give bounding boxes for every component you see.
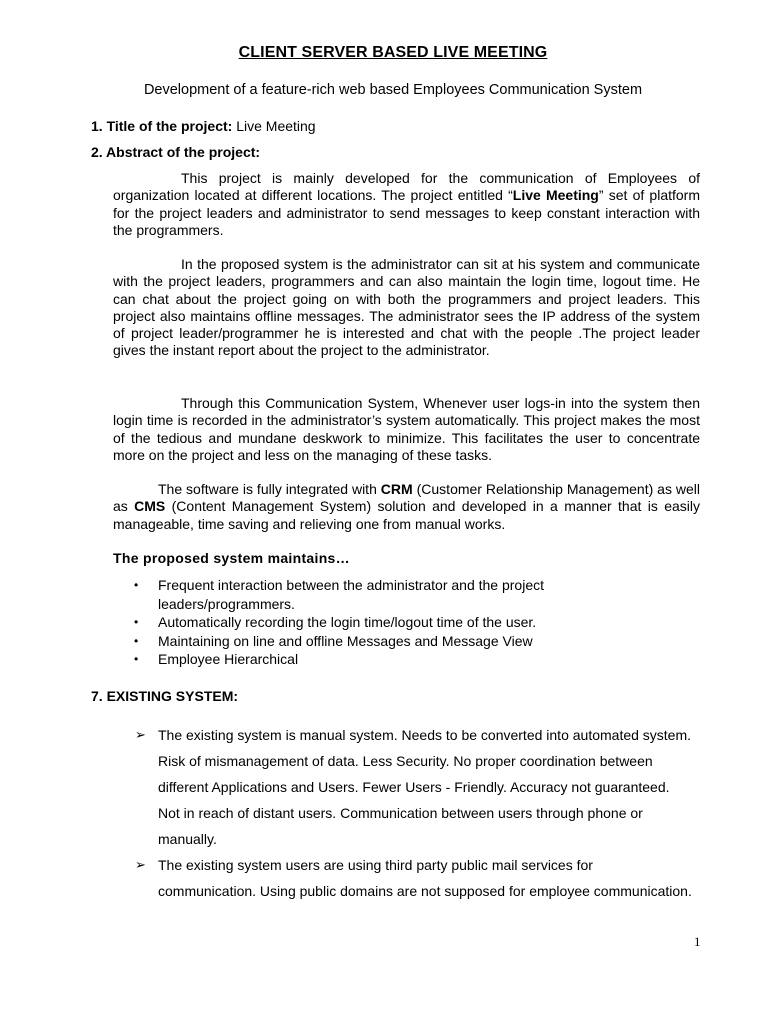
bullet-icon: • bbox=[134, 615, 139, 629]
maintains-heading: The proposed system maintains… bbox=[113, 550, 350, 566]
bullet-icon: • bbox=[134, 578, 139, 592]
crm-bold: CRM bbox=[380, 481, 413, 497]
list-item: • Maintaining on line and offline Messages and Message View bbox=[134, 632, 533, 649]
abstract-paragraph-2: In the proposed system is the administrator can sit at his system and communicate with the project leaders, programmers and can also maintain the login time, logout time. He can chat about the project going on with both the programmers and project leaders. This project also maintains offline messages. The administrator sees the IP address of the system of project leader/programmer he is interested and chat with the people .The project leader gives the instant report about the project to the administrator. bbox=[113, 256, 700, 359]
document-title: CLIENT SERVER BASED LIVE MEETING bbox=[238, 44, 548, 61]
list-item: • Automatically recording the login time/logout time of the user. bbox=[134, 614, 537, 630]
list-item: ➢ The existing system is manual system. Needs to be converted into automated system. Risk of mismanagement of data. Less Security. No proper coordination between different Applications and Users. Fewer Users - Friendly. Accuracy not guaranteed. Not in reach of distant users. Communication between users through phone or manually. bbox=[113, 722, 693, 852]
document-subtitle: Development of a feature-rich web based Employees Communication System bbox=[143, 82, 643, 98]
abstract-paragraph-4: The software is fully integrated with CRM (Customer Relationship Management) as well as CMS (Content Management System) solution and developed in a manner that is easily manageable, time saving and relieving one from manual works. bbox=[113, 481, 701, 532]
maintains-list bbox=[113, 576, 583, 669]
section-1-label: 1. Title of the project: bbox=[91, 118, 233, 134]
section-7-heading: 7. EXISTING SYSTEM: bbox=[91, 688, 239, 704]
bullet-icon: • bbox=[134, 652, 139, 666]
arrow-bullet-icon: ➢ bbox=[135, 727, 146, 742]
live-meeting-bold: Live Meeting bbox=[512, 187, 599, 204]
cms-bold: CMS bbox=[134, 498, 166, 515]
abstract-paragraph-1: This project is mainly developed for the communication of Employees of organization located at different locations. The project entitled “Live Meeting” set of platform for the project leaders and administrator to send messages to keep constant interaction with the programmers. bbox=[113, 170, 701, 238]
page-number: 1 bbox=[694, 934, 701, 949]
abstract-paragraph-3: Through this Communication System, Whenever user logs-in into the system then login time is recorded in the administrator’s system automatically. This project makes the most of the tedious and mundane deskwork to minimize. This facilitates the user to concentrate more on the project and less on the managing of these tasks. bbox=[113, 395, 700, 463]
existing-system-list bbox=[113, 722, 693, 904]
list-item: ➢ The existing system users are using third party public mail services for communication. Using public domains are not supposed for employee communication. bbox=[113, 852, 693, 904]
section-1-heading bbox=[91, 118, 316, 134]
list-item: • Frequent interaction between the administrator and the project leaders/programmers. bbox=[134, 577, 545, 612]
list-item: • Employee Hierarchical bbox=[134, 651, 299, 667]
bullet-icon: • bbox=[134, 633, 139, 648]
arrow-bullet-icon: ➢ bbox=[135, 857, 146, 872]
section-2-heading: 2. Abstract of the project: bbox=[91, 144, 261, 160]
section-1-value: Live Meeting bbox=[236, 118, 316, 134]
